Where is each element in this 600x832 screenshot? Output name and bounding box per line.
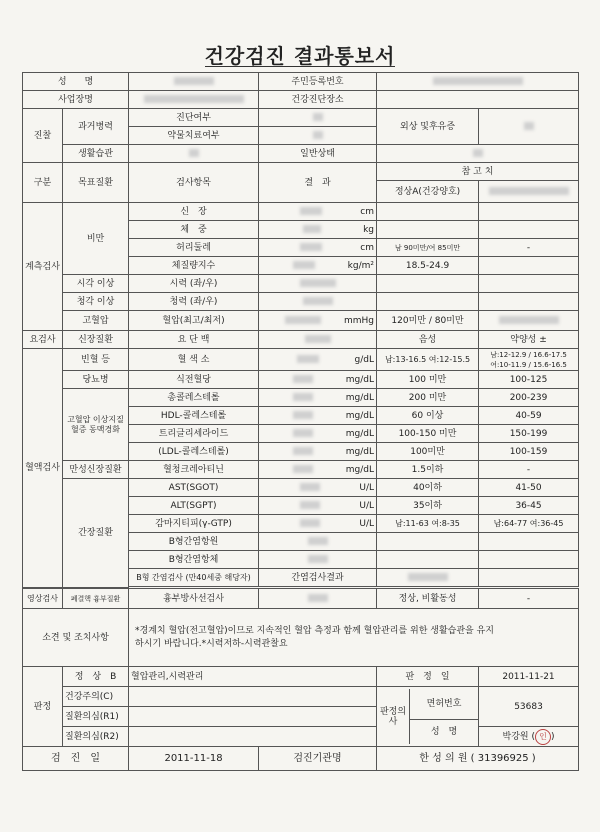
hbsag-label: B형간염항원 — [129, 533, 259, 551]
tg-unit: mg/dL — [345, 428, 375, 439]
workplace-label: 사업장명 — [23, 91, 129, 109]
name-label: 성 명 — [23, 73, 129, 91]
urine-value — [259, 331, 377, 349]
exam-date-label: 검 진 일 — [23, 747, 129, 771]
lifestyle-row — [23, 145, 579, 163]
vision-disease: 시각 이상 — [63, 275, 129, 293]
imaging-disease: 폐결핵 흉부질환 — [63, 589, 129, 609]
bmi-label: 체질량지수 — [129, 257, 259, 275]
doctor-info-cell — [377, 687, 479, 747]
medication-value — [259, 127, 377, 145]
ldl-unit: mg/dL — [345, 446, 375, 457]
opinion-line-1: *경계치 혈압(전고혈압)이므로 지속적인 혈압 측정과 함께 혈압관리를 위한 생활습관을 유지 — [135, 625, 494, 636]
hdl-normal: 60 이상 — [377, 407, 479, 425]
total-chol-unit: mg/dL — [345, 392, 375, 403]
tg-ref: 150-199 — [479, 425, 579, 443]
diagnosis-row — [23, 109, 579, 127]
category-header: 구분 — [23, 163, 63, 203]
ggtp-ref: 남:64-77 여:36-45 — [479, 515, 579, 533]
hbsab-label: B형간염항체 — [129, 551, 259, 569]
bp-disease: 고혈압 — [63, 311, 129, 331]
hemoglobin-row — [23, 349, 579, 371]
urine-disease: 신장질환 — [63, 331, 129, 349]
total-chol-normal: 200 미만 — [377, 389, 479, 407]
title-underline — [205, 66, 395, 67]
column-header-row — [23, 163, 579, 181]
ldl-ref: 100-159 — [479, 443, 579, 461]
hep-result-value — [377, 569, 479, 587]
trauma-label: 외상 및후유증 — [377, 109, 479, 145]
hemoglobin-normal: 남:13-16.5 여:12-15.5 — [377, 349, 479, 371]
normal-b-row — [23, 667, 579, 687]
alt-ref: 36-45 — [479, 497, 579, 515]
seal-stamp: 인 — [535, 729, 551, 745]
urine-label: 요 단 백 — [129, 331, 259, 349]
past-history-label: 과거병력 — [63, 109, 129, 145]
suspect2-value — [129, 727, 377, 747]
obesity-label: 비만 — [63, 203, 129, 275]
caution-row — [23, 687, 579, 707]
ast-unit: U/L — [359, 482, 375, 493]
general-value — [377, 145, 579, 163]
test-item-header: 검사항목 — [129, 163, 259, 203]
imaging-normal: 정상, 비활동성 — [377, 589, 479, 609]
height-ref — [479, 203, 579, 221]
opinion-row — [23, 609, 579, 667]
reference-header: 참 고 치 — [377, 163, 579, 181]
bp-unit: mmHg — [344, 315, 375, 326]
weight-ref — [479, 221, 579, 239]
workplace-value — [129, 91, 259, 109]
vision-label: 시력 (좌/우) — [129, 275, 259, 293]
doctor-name-label: 성 명 — [430, 727, 458, 737]
alt-normal: 35이하 — [377, 497, 479, 515]
ldl-normal: 100미만 — [377, 443, 479, 461]
normal-b-value: 혈압관리,시력관리 — [129, 667, 377, 687]
hepatitis-group: B형 간염검사 (만40세중 해당자) — [129, 569, 259, 587]
glucose-unit: mg/dL — [345, 374, 375, 385]
hemoglobin-ref: 남:12-12.9 / 16.6-17.5 여:10-11.9 / 15.6-16.5 — [479, 349, 579, 371]
ggtp-unit: U/L — [359, 518, 375, 529]
document-title: 건강검진 결과통보서 — [204, 44, 396, 68]
tg-value — [259, 425, 377, 443]
hep-result-label: 간염검사결과 — [259, 569, 377, 587]
bp-row — [23, 311, 579, 331]
hdl-ref: 40-59 — [479, 407, 579, 425]
hearing-normal — [377, 293, 479, 311]
opinion-line-2: 하시기 바랍니다.*시력저하-시력관찰요 — [135, 638, 288, 649]
bp-value — [259, 311, 377, 331]
glucose-normal: 100 미만 — [377, 371, 479, 389]
ggtp-normal: 남:11-63 여:8-35 — [377, 515, 479, 533]
results-table — [22, 72, 579, 771]
normal-a-header: 정상A(건강양호) — [377, 181, 479, 203]
liver-disease: 간장질환 — [63, 479, 129, 588]
creatinine-ref: - — [479, 461, 579, 479]
rrn-label: 주민등록번호 — [259, 73, 377, 91]
license-no: 53683 — [479, 687, 579, 727]
doctor-name-cell: 박강원 ( 인 ) — [479, 727, 579, 747]
lipid-disease: 고혈압 이상지질혈증 동맥경화 — [63, 389, 129, 461]
measurement-section-label: 계측검사 — [23, 203, 63, 331]
hemoglobin-value — [259, 349, 377, 371]
lifestyle-value — [129, 145, 259, 163]
vision-normal — [377, 275, 479, 293]
target-disease-header: 목표질환 — [63, 163, 129, 203]
ast-ref: 41-50 — [479, 479, 579, 497]
weight-normal — [377, 221, 479, 239]
creatinine-value — [259, 461, 377, 479]
creatinine-row — [23, 461, 579, 479]
waist-ref: - — [479, 239, 579, 257]
exam-date: 2011-11-18 — [129, 747, 259, 771]
hdl-value — [259, 407, 377, 425]
hearing-value — [259, 293, 377, 311]
result-header: 결 과 — [259, 163, 377, 203]
bmi-normal: 18.5-24.9 — [377, 257, 479, 275]
doctor-name: 박강원 — [502, 731, 529, 742]
height-unit: cm — [360, 206, 375, 217]
glucose-label: 식전혈당 — [129, 371, 259, 389]
ggtp-label: 감마지티피(γ-GTP) — [129, 515, 259, 533]
hearing-row — [23, 293, 579, 311]
creatinine-normal: 1.5이하 — [377, 461, 479, 479]
name-value — [129, 73, 259, 91]
imaging-label: 흉부방사선검사 — [129, 589, 259, 609]
blood-section-label: 혈액검사 — [23, 349, 63, 588]
waist-unit: cm — [360, 242, 375, 253]
ldl-label: (LDL-콜레스테롤) — [129, 443, 259, 461]
hearing-label: 청력 (좌/우) — [129, 293, 259, 311]
weight-unit: kg — [363, 224, 375, 235]
hemoglobin-label: 혈 색 소 — [129, 349, 259, 371]
hep-result-ref — [479, 569, 579, 587]
glucose-ref: 100-125 — [479, 371, 579, 389]
vision-value — [259, 275, 377, 293]
imaging-ref: - — [479, 589, 579, 609]
suspect1-value — [129, 707, 377, 727]
name-row — [23, 73, 579, 91]
general-label: 일반상태 — [259, 145, 377, 163]
hbsag-normal — [377, 533, 479, 551]
waist-normal: 남 90미만/여 85미만 — [377, 239, 479, 257]
trauma-value — [479, 109, 579, 145]
hbsag-value — [259, 533, 377, 551]
imaging-section-label: 영상검사 — [23, 589, 63, 609]
hbsab-normal — [377, 551, 479, 569]
tg-label: 트리글리세라이드 — [129, 425, 259, 443]
vision-ref — [479, 275, 579, 293]
institution: 한 성 의 원 ( 31396925 ) — [377, 747, 579, 771]
creatinine-label: 혈청크레아티닌 — [129, 461, 259, 479]
hearing-disease: 청각 이상 — [63, 293, 129, 311]
institution-label: 검진기관명 — [259, 747, 377, 771]
total-chol-row — [23, 389, 579, 407]
bmi-unit: kg/m² — [347, 260, 375, 271]
suspect1-label: 질환의심(R1) — [63, 707, 129, 727]
diagnosis-label: 진단여부 — [129, 109, 259, 127]
hearing-ref — [479, 293, 579, 311]
exam-place-label: 건강진단장소 — [259, 91, 377, 109]
bp-label: 혈압(최고/최저) — [129, 311, 259, 331]
workplace-row — [23, 91, 579, 109]
kidney-disease: 만성신장질환 — [63, 461, 129, 479]
bmi-ref — [479, 257, 579, 275]
ast-row — [23, 479, 579, 497]
exam-place-value — [377, 91, 579, 109]
urine-section-label: 요검사 — [23, 331, 63, 349]
waist-label: 허리둘레 — [129, 239, 259, 257]
total-chol-value — [259, 389, 377, 407]
footer-row — [23, 747, 579, 771]
hdl-unit: mg/dL — [345, 410, 375, 421]
height-value — [259, 203, 377, 221]
imaging-row — [23, 589, 579, 609]
opinion-text — [129, 609, 579, 667]
ast-value — [259, 479, 377, 497]
reference-blur — [479, 181, 579, 203]
judgment-date-label: 판 정 일 — [377, 667, 479, 687]
hbsag-ref — [479, 533, 579, 551]
judgment-section-label: 판정 — [23, 667, 63, 747]
bp-normal: 120미만 / 80미만 — [377, 311, 479, 331]
hemoglobin-unit: g/dL — [354, 354, 375, 365]
normal-b-label: 정 상 B — [63, 667, 129, 687]
diagnosis-value — [259, 109, 377, 127]
opinion-label: 소견 및 조치사항 — [23, 609, 129, 667]
hdl-label: HDL-콜레스테롤 — [129, 407, 259, 425]
diabetes-disease: 당뇨병 — [63, 371, 129, 389]
urine-ref: 약양성 ± — [479, 331, 579, 349]
ast-label: AST(SGOT) — [129, 479, 259, 497]
total-chol-label: 총콜레스테롤 — [129, 389, 259, 407]
alt-value — [259, 497, 377, 515]
bmi-value — [259, 257, 377, 275]
doctor-subtable — [377, 689, 478, 744]
weight-label: 체 중 — [129, 221, 259, 239]
glucose-value — [259, 371, 377, 389]
imaging-value — [259, 589, 377, 609]
glucose-row — [23, 371, 579, 389]
vision-row — [23, 275, 579, 293]
creatinine-unit: mg/dL — [345, 464, 375, 475]
doctor-label: 판정의사 — [377, 689, 410, 744]
bp-ref — [479, 311, 579, 331]
waist-value — [259, 239, 377, 257]
judgment-date: 2011-11-21 — [479, 667, 579, 687]
weight-value — [259, 221, 377, 239]
tg-normal: 100-150 미만 — [377, 425, 479, 443]
height-normal — [377, 203, 479, 221]
lifestyle-label: 생활습관 — [63, 145, 129, 163]
rrn-value — [377, 73, 579, 91]
urine-normal: 음성 — [377, 331, 479, 349]
anemia-disease: 빈혈 등 — [63, 349, 129, 371]
total-chol-ref: 200-239 — [479, 389, 579, 407]
alt-unit: U/L — [359, 500, 375, 511]
suspect2-label: 질환의심(R2) — [63, 727, 129, 747]
height-row — [23, 203, 579, 221]
ggtp-value — [259, 515, 377, 533]
history-section-label: 진찰 — [23, 109, 63, 163]
ldl-value — [259, 443, 377, 461]
hbsab-value — [259, 551, 377, 569]
caution-label: 건강주의(C) — [63, 687, 129, 707]
license-label: 면허번호 — [410, 689, 479, 720]
urine-row — [23, 331, 579, 349]
ast-normal: 40이하 — [377, 479, 479, 497]
suspect2-row — [23, 727, 579, 747]
hbsab-ref — [479, 551, 579, 569]
height-label: 신 장 — [129, 203, 259, 221]
medication-label: 약물치료여부 — [129, 127, 259, 145]
caution-value — [129, 687, 377, 707]
alt-label: ALT(SGPT) — [129, 497, 259, 515]
